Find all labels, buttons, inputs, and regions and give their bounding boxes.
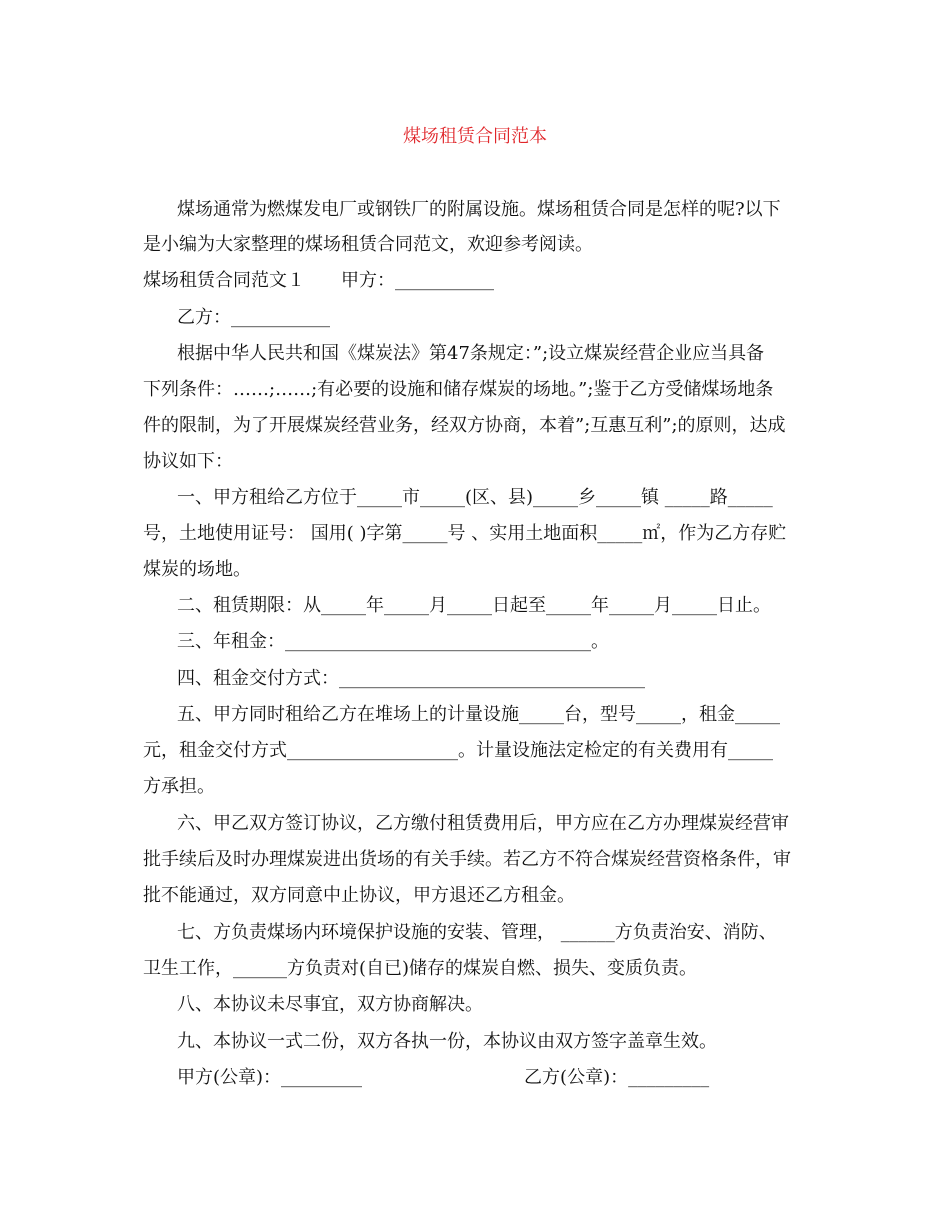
- preamble-line-1: 根据中华人民共和国《煤炭法》第47条规定：”;设立煤炭经营企业应当具备: [177, 343, 765, 364]
- clause-2: 二、租赁期限：从_____年_____月_____日起至_____年_____月_____日止。: [177, 595, 771, 616]
- clause-6-line-2: 批手续后及时办理煤炭进出货场的有关手续。若乙方不符合煤炭经营资格条件，审: [143, 849, 791, 870]
- clause-5-line-2: 元，租金交付方式___________________。计量设施法定检定的有关费用有_____: [143, 740, 773, 761]
- clause-6-line-3: 批不能通过，双方同意中止协议，甲方退还乙方租金。: [143, 885, 575, 906]
- clause-5-line-1: 五、甲方同时租给乙方在堆场上的计量设施_____台，型号_____，租金_____: [177, 704, 780, 725]
- clause-7-line-1: 七、方负责煤场内环境保护设施的安装、管理， ______方负责治安、消防、: [177, 922, 777, 943]
- clause-7-line-2: 卫生工作，______方负责对(自已)储存的煤炭自燃、损失、变质负责。: [143, 958, 698, 979]
- clause-9: 九、本协议一式二份，双方各执一份，本协议由双方签字盖章生效。: [177, 1031, 717, 1052]
- clause-1-line-2: 号，土地使用证号： 国用( )字第_____号 、实用土地面积_____㎡，作为乙方存贮: [143, 523, 787, 544]
- party-b-line: 乙方：___________: [177, 307, 330, 328]
- clause-3: 三、年租金：__________________________________。: [177, 631, 609, 652]
- sample-heading-party-a: 煤场租赁合同范文１ 甲方：___________: [143, 270, 494, 291]
- preamble-line-2: 下列条件：……;……;有必要的设施和储存煤炭的场地。”;鉴于乙方受储煤场地条: [143, 379, 774, 400]
- clause-1-line-3: 煤炭的场地。: [143, 559, 251, 580]
- preamble-line-3: 件的限制，为了开展煤炭经营业务，经双方协商，本着”;互惠互利”;的原则，达成: [143, 415, 786, 436]
- clause-6-line-1: 六、甲乙双方签订协议，乙方缴付租赁费用后，甲方应在乙方办理煤炭经营审: [177, 813, 789, 834]
- intro-line-2: 是小编为大家整理的煤场租赁合同范文，欢迎参考阅读。: [143, 234, 593, 255]
- clause-8: 八、本协议未尽事宜，双方协商解决。: [177, 994, 483, 1015]
- clause-4: 四、租金交付方式：__________________________________: [177, 668, 645, 689]
- clause-1-line-1: 一、甲方租给乙方位于_____市_____(区、县)_____乡_____镇 _____路_____: [177, 487, 773, 508]
- document-title: 煤场租赁合同范本: [403, 126, 547, 147]
- preamble-line-4: 协议如下：: [143, 451, 233, 472]
- clause-5-line-3: 方承担。: [143, 776, 215, 797]
- signature-line: 甲方(公章)：_________ 乙方(公章)：_________: [177, 1067, 710, 1088]
- intro-line-1: 煤场通常为燃煤发电厂或钢铁厂的附属设施。煤场租赁合同是怎样的呢?以下: [177, 199, 781, 220]
